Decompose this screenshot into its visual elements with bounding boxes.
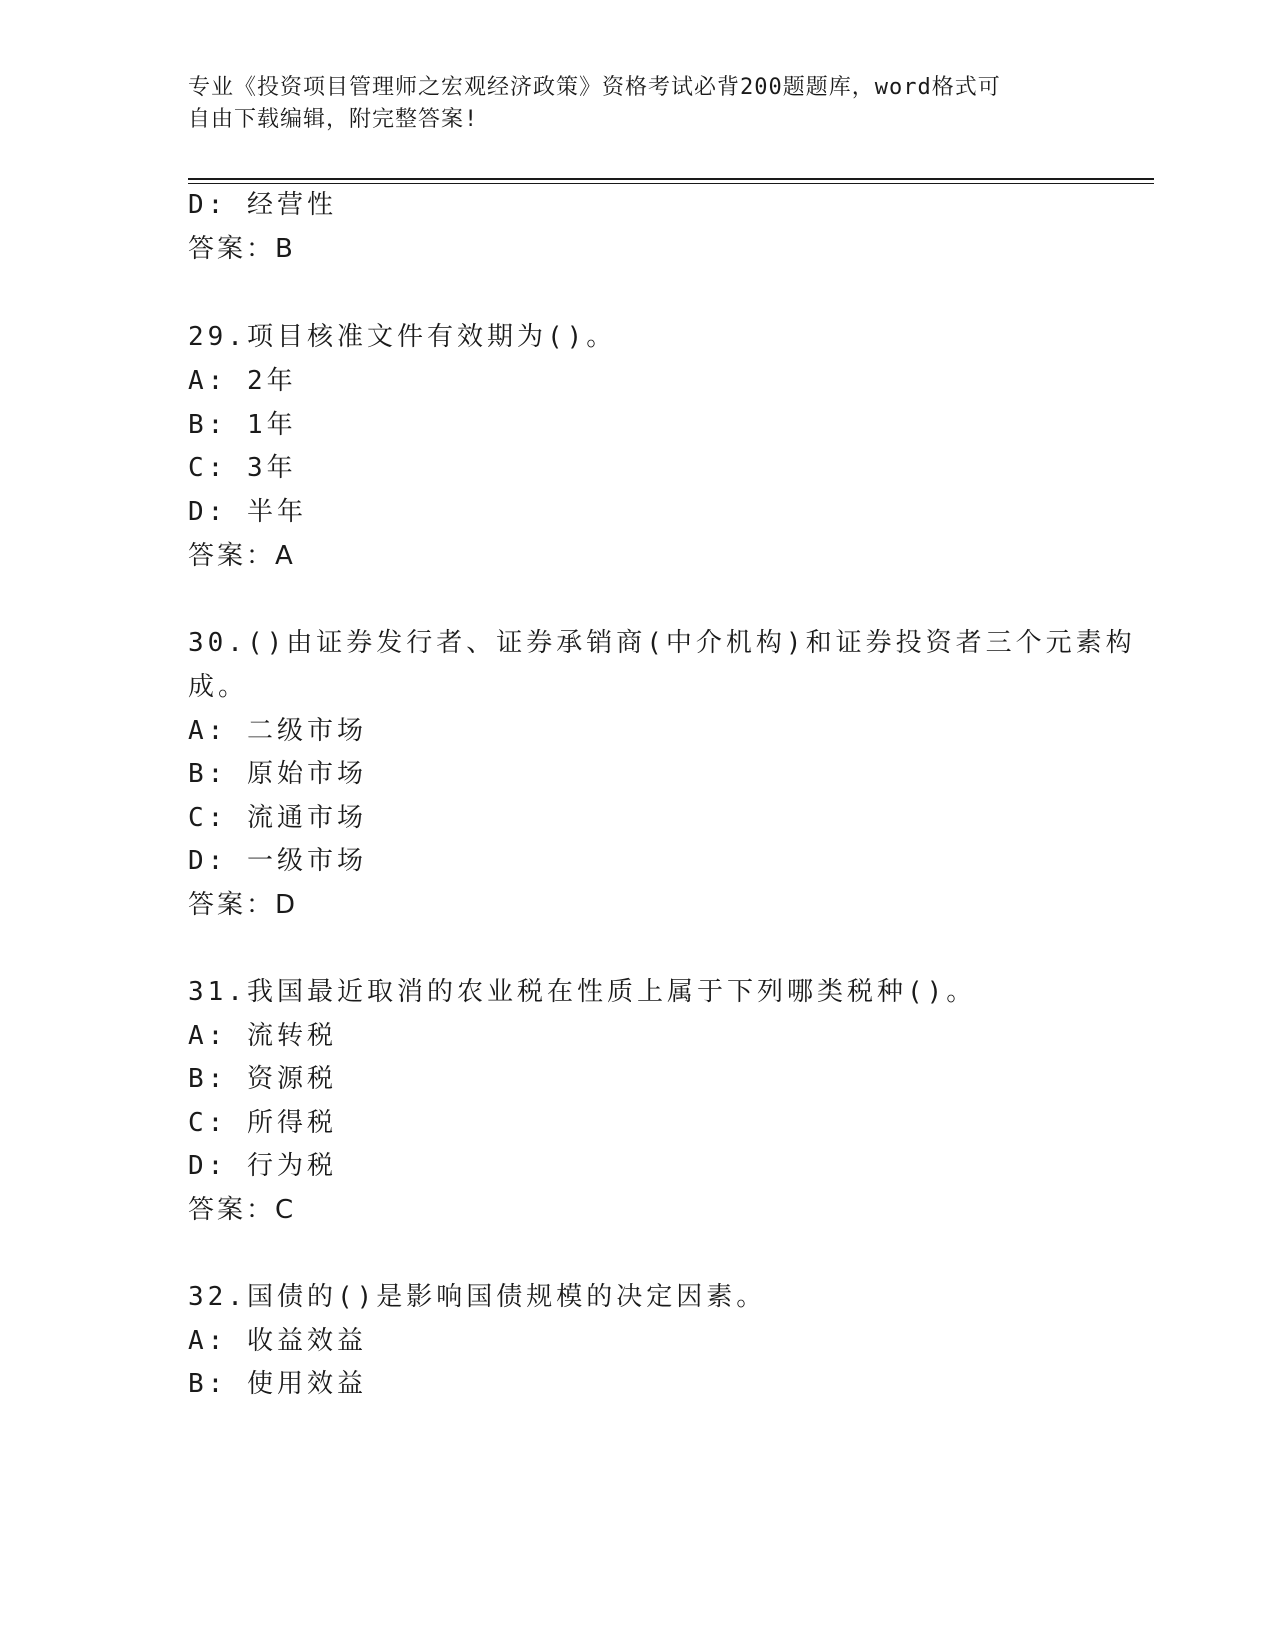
q31-option-b: B: 资源税 [188, 1064, 337, 1094]
q31-question: 31.我国最近取消的农业税在性质上属于下列哪类税种()。 [188, 977, 977, 1007]
document-header [188, 72, 1068, 136]
q30-question-line-1: 30.()由证券发行者、证券承销商(中介机构)和证券投资者三个元素构 [188, 628, 1136, 658]
q29-option-b: B: 1年 [188, 410, 297, 440]
q32-question: 32.国债的()是影响国债规模的决定因素。 [188, 1282, 767, 1312]
q29-option-d: D: 半年 [188, 497, 307, 527]
q29-option-a: A: 2年 [188, 366, 297, 396]
q28-answer: 答案：B [188, 234, 296, 264]
header-line-1: 专业《投资项目管理师之宏观经济政策》资格考试必背200题题库，word格式可 [188, 75, 1001, 100]
q29-question: 29.项目核准文件有效期为()。 [188, 322, 617, 352]
q28-option-d: D: 经营性 [188, 190, 337, 220]
q30-option-d: D: 一级市场 [188, 846, 367, 876]
q30-option-c: C: 流通市场 [188, 803, 367, 833]
q30-option-a: A: 二级市场 [188, 716, 367, 746]
q29-answer: 答案：A [188, 541, 296, 571]
q32-option-a: A: 收益效益 [188, 1326, 367, 1356]
q31-option-a: A: 流转税 [188, 1021, 337, 1051]
q30-answer: 答案：D [188, 890, 299, 920]
q30-question-line-2: 成。 [188, 672, 249, 702]
q30-option-b: B: 原始市场 [188, 759, 367, 789]
q32-option-b: B: 使用效益 [188, 1369, 367, 1399]
q31-answer: 答案：C [188, 1195, 297, 1225]
q31-option-c: C: 所得税 [188, 1108, 337, 1138]
header-divider [188, 178, 1154, 184]
header-line-2: 自由下载编辑，附完整答案! [188, 107, 479, 132]
q29-option-c: C: 3年 [188, 453, 297, 483]
q31-option-d: D: 行为税 [188, 1151, 337, 1181]
